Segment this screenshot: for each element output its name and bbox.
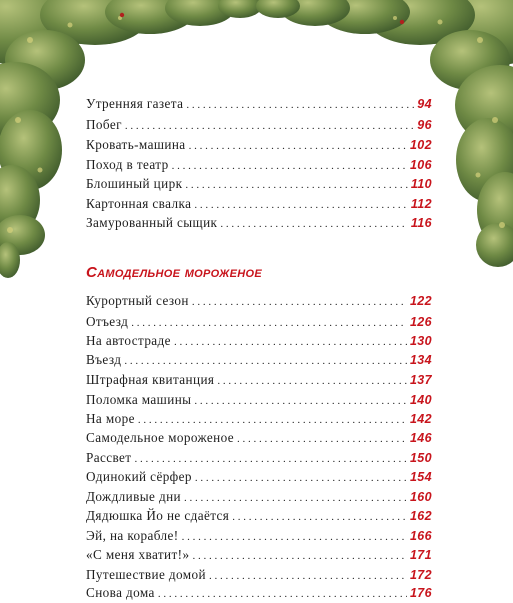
entry-title: Кровать-машина xyxy=(86,137,186,152)
entry-page: 116 xyxy=(410,216,432,230)
section-title: Самодельное мороженое xyxy=(86,264,262,281)
entry-title: Въезд xyxy=(86,352,122,367)
entry-title: Снова дома xyxy=(86,585,155,600)
entry-page: 110 xyxy=(410,177,432,191)
leader-dots xyxy=(192,296,407,308)
entry-page: 162 xyxy=(409,509,432,523)
leader-dots xyxy=(232,511,407,523)
toc-entry[interactable] xyxy=(86,176,432,194)
leader-dots xyxy=(194,199,408,211)
toc-entry[interactable] xyxy=(86,585,432,603)
entry-title: Поломка машины xyxy=(86,392,192,407)
entry-title: Картонная свалка xyxy=(86,196,192,211)
leader-dots xyxy=(184,492,407,504)
entry-title: Самодельное мороженое xyxy=(86,430,234,445)
entry-title: Побег xyxy=(86,117,122,132)
toc-entry[interactable] xyxy=(86,508,432,526)
leader-dots xyxy=(138,414,407,426)
entry-page: 134 xyxy=(409,353,432,367)
entry-title: Курортный сезон xyxy=(86,293,189,308)
toc-entry[interactable] xyxy=(86,567,432,585)
leader-dots xyxy=(134,453,406,465)
toc-entry[interactable] xyxy=(86,215,432,233)
leader-dots xyxy=(217,375,407,387)
toc-entry[interactable] xyxy=(86,469,432,487)
entry-page: 130 xyxy=(409,334,432,348)
entry-page: 94 xyxy=(417,97,432,111)
leader-dots xyxy=(158,588,407,600)
leader-dots xyxy=(237,433,407,445)
leader-dots xyxy=(125,120,414,132)
toc-entry[interactable] xyxy=(86,392,432,410)
entry-page: 122 xyxy=(409,294,432,308)
entry-title: Поход в театр xyxy=(86,157,169,172)
leader-dots xyxy=(185,179,407,191)
toc-entry[interactable] xyxy=(86,411,432,429)
entry-page: 102 xyxy=(409,138,432,152)
entry-page: 172 xyxy=(409,568,432,582)
entry-title: Путешествие домой xyxy=(86,567,206,582)
entry-title: Замурованный сыщик xyxy=(86,215,218,230)
toc-entry[interactable] xyxy=(86,314,432,332)
leader-dots xyxy=(194,395,407,407)
leader-dots xyxy=(172,160,407,172)
entry-title: Блошиный цирк xyxy=(86,176,183,191)
leader-dots xyxy=(174,336,407,348)
entry-page: 146 xyxy=(409,431,432,445)
entry-title: Эй, на корабле! xyxy=(86,528,179,543)
entry-page: 137 xyxy=(409,373,432,387)
entry-page: 154 xyxy=(409,470,432,484)
leader-dots xyxy=(220,218,408,230)
entry-page: 142 xyxy=(409,412,432,426)
leader-dots xyxy=(131,317,407,329)
entry-page: 140 xyxy=(409,393,432,407)
toc-entry[interactable] xyxy=(86,137,432,155)
entry-page: 96 xyxy=(417,118,432,132)
toc-entry[interactable] xyxy=(86,352,432,370)
entry-page: 126 xyxy=(409,315,432,329)
toc-entry[interactable] xyxy=(86,489,432,507)
entry-page: 166 xyxy=(409,529,432,543)
toc-entry[interactable] xyxy=(86,547,432,565)
toc-entry[interactable] xyxy=(86,157,432,175)
toc-entry[interactable] xyxy=(86,96,432,114)
leader-dots xyxy=(189,140,407,152)
toc-entry[interactable] xyxy=(86,293,432,311)
leader-dots xyxy=(209,570,407,582)
entry-title: Дождливые дни xyxy=(86,489,181,504)
toc-entry[interactable] xyxy=(86,196,432,214)
entry-title: Рассвет xyxy=(86,450,132,465)
entry-title: Утренняя газета xyxy=(86,96,184,111)
toc-entry[interactable] xyxy=(86,117,432,135)
entry-page: 106 xyxy=(409,158,432,172)
leader-dots xyxy=(124,355,407,367)
toc-entry[interactable] xyxy=(86,450,432,468)
leader-dots xyxy=(192,550,407,562)
entry-page: 112 xyxy=(410,197,432,211)
entry-title: Отъезд xyxy=(86,314,129,329)
entry-title: Штрафная квитанция xyxy=(86,372,215,387)
entry-page: 176 xyxy=(409,586,432,600)
entry-title: «С меня хватит!» xyxy=(86,547,190,562)
toc-entry[interactable] xyxy=(86,528,432,546)
entry-title: Одинокий сёрфер xyxy=(86,469,192,484)
entry-page: 171 xyxy=(409,548,432,562)
entry-page: 160 xyxy=(409,490,432,504)
entry-title: На море xyxy=(86,411,135,426)
leader-dots xyxy=(182,531,407,543)
entry-title: На автостраде xyxy=(86,333,171,348)
entry-title: Дядюшка Йо не сдаётся xyxy=(86,508,230,523)
leader-dots xyxy=(195,472,407,484)
toc-entry[interactable] xyxy=(86,333,432,351)
leader-dots xyxy=(186,99,414,111)
entry-page: 150 xyxy=(409,451,432,465)
toc-entry[interactable] xyxy=(86,372,432,390)
toc-entry[interactable] xyxy=(86,430,432,448)
